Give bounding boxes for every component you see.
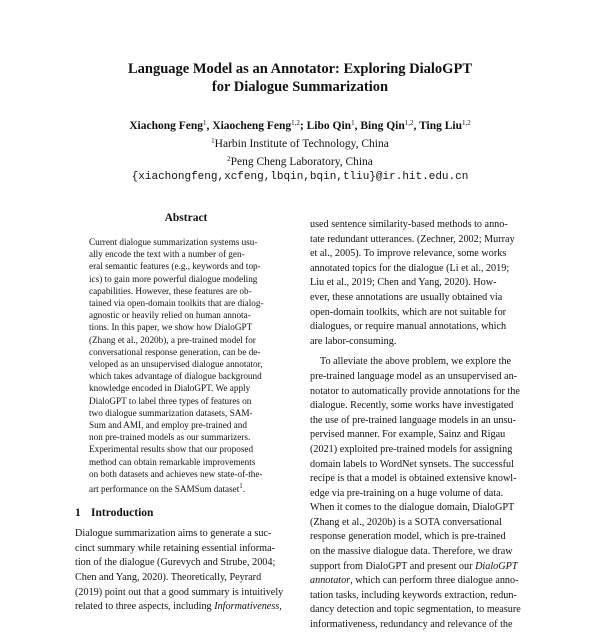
title-line-2: for Dialogue Summarization [211, 79, 389, 95]
abstract-line: art performance on the SAMSum dataset$^1$. [89, 482, 246, 495]
abstract-line: veloped as an unsupervised dialogue annotator, [89, 359, 263, 370]
introduction-body [75, 527, 297, 615]
author-affiliation-mark: 1 [351, 119, 355, 127]
body-line: ever, these annotations are usually obtained via [310, 291, 503, 303]
author-name: Bing Qin [360, 120, 405, 132]
abstract-line: (Zhang et al., 2020b), a pre-trained model for [89, 334, 256, 345]
body-line: tation tasks, including keywords extraction, redun- [310, 589, 517, 601]
body-line: informativeness, redundancy and relevance of the [310, 619, 513, 631]
author-email[interactable]: {xiachongfeng,xcfeng,lbqin,bqin,tliu}@ir.hit.edu.cn [131, 171, 469, 183]
body-line: dialogues, or require manual annotations, which [310, 321, 507, 333]
body-line: dialogue. Recently, some works have investigated [310, 400, 514, 412]
abstract-line: ics) to gain more powerful dialogue modeling [89, 273, 258, 284]
abstract-line: tained via open-domain toolkits that are dialog- [89, 298, 264, 309]
body-line-text: , which can perform three dialogue anno- [350, 575, 519, 587]
abstract-heading: Abstract [164, 212, 208, 224]
abstract-line: two dialogue summarization datasets, SAM- [89, 407, 253, 418]
body-line: Liu et al., 2019; Chen and Yang, 2020). How- [310, 277, 497, 289]
body-line: To alleviate the above problem, we explore the [320, 356, 512, 368]
author-block [0, 116, 600, 185]
left-column [75, 212, 297, 615]
section-title: Introduction [91, 507, 154, 520]
title-line-1: Language Model as an Annotator: Exploring DialoGPT [127, 61, 472, 77]
body-line [310, 574, 534, 589]
affiliation-text: Harbin Institute of Technology, China [214, 138, 389, 150]
affiliation-mark: 2 [227, 155, 231, 163]
body-line: on the massive dialogue data. Therefore, we draw [310, 546, 513, 558]
body-line: annotated topics for the dialogue (Li et al., 2019; [310, 262, 510, 274]
body-line: pervised manner. For example, Sainz and Rigau [310, 429, 506, 441]
body-line: used sentence similarity-based methods to anno- [310, 219, 508, 230]
affiliation-mark: 1 [211, 137, 215, 145]
abstract-line: method can obtain remarkable improvements [89, 456, 256, 467]
author-name: Xiachong Feng [129, 120, 204, 132]
body-line [310, 560, 534, 575]
footnote-mark[interactable]: 1 [239, 482, 243, 491]
abstract-line: tions. In this paper, we show how DialoGPT [89, 322, 253, 333]
intro-line [75, 600, 299, 615]
abstract-line: eral semantic features (e.g., keywords and top- [89, 261, 261, 272]
abstract-body [75, 236, 297, 495]
author-name: Xiaocheng Feng [212, 120, 292, 132]
right-column [310, 218, 532, 633]
abstract-line: non pre-trained models as our summarizers. [89, 432, 251, 443]
author-affiliation-mark: 1,2 [404, 119, 414, 127]
body-line: notator to automatically provide annotations for the [310, 385, 520, 397]
abstract-line: knowledge encoded in DialoGPT. We apply [89, 383, 251, 394]
author-affiliation-mark: 1 [203, 119, 207, 127]
abstract-line: on both datasets and achieves new state-of-the- [89, 468, 263, 479]
body-line: recipe is that a model is obtained extensive knowl- [310, 473, 517, 485]
body-line: are labor-consuming. [310, 335, 397, 347]
body-line: (Zhang et al., 2020b) is a SOTA conversational [310, 516, 502, 528]
intro-line-text: related to three aspects, including [75, 601, 212, 613]
abstract-line: which takes advantage of dialogue background [89, 371, 262, 382]
right-paragraph-2 [310, 355, 532, 632]
section-heading-introduction [75, 507, 297, 519]
abstract-line: agnostic or heavily relied on human annota- [89, 310, 251, 321]
body-line: open-domain toolkits, which are not suitable for [310, 306, 507, 318]
affiliation-text: Peng Cheng Laboratory, China [230, 156, 373, 168]
body-line: When it comes to the dialogue domain, DialoGPT [310, 502, 515, 514]
italic-term: annotator [310, 575, 351, 587]
abstract-line: capabilities. However, these features are ob- [89, 285, 252, 296]
body-line: edge via pre-training on a huge volume of data. [310, 487, 504, 499]
intro-line: Dialogue summarization aims to generate a suc- [75, 528, 272, 540]
intro-italic-term: Informativeness, [214, 601, 282, 613]
section-number: 1 [75, 507, 81, 520]
abstract-line-text: art performance on the SAMSum dataset [89, 484, 240, 495]
body-line: (2021) exploited pre-trained models for assigning [310, 443, 513, 455]
abstract-line: DialoGPT to label three types of features on [89, 395, 252, 406]
abstract-line: ally encode the text with a number of gen- [89, 249, 245, 260]
body-line: et al., 2005). To improve relevance, some works [310, 248, 507, 260]
body-line: pre-trained language model as an unsupervised an- [310, 370, 518, 382]
author-name: Libo Qin [306, 120, 352, 132]
body-line: domain labels to WordNet synsets. The successful [310, 458, 514, 470]
italic-term: DialoGPT [475, 560, 518, 572]
body-line: response generation model, which is pre-trained [310, 531, 506, 543]
right-paragraph-1 [310, 218, 532, 349]
abstract-line: conversational response generation, can be de- [89, 346, 261, 357]
author-name: Ting Liu [419, 120, 463, 132]
author-affiliation-mark: 1,2 [291, 119, 300, 127]
intro-line: Chen and Yang, 2020). Theoretically, Peyrard [75, 572, 262, 584]
intro-line: (2019) point out that a good summary is intuitively [75, 586, 284, 598]
affiliation-1 [0, 134, 600, 152]
intro-line: tion of the dialogue (Gurevych and Strube, 2004; [75, 557, 276, 569]
body-line: the use of pre-trained language models in an unsu- [310, 414, 516, 426]
author-affiliation-mark: 1,2 [462, 119, 471, 127]
intro-line: cinct summary while retaining essential informa- [75, 542, 276, 554]
abstract-line: Experimental results show that our proposed [89, 444, 254, 455]
paper-title [0, 60, 600, 96]
affiliation-2 [0, 152, 600, 170]
body-line: dancy detection and topic segmentation, to measure [310, 604, 521, 616]
author-list: Xiachong Feng$^1$, Xiaocheng Feng$^{1,2}$; Libo Qin$^1$, Bing Qin$^{1,2}$, Ting Liu$^{1,2}$ [129, 119, 471, 132]
abstract-line: Current dialogue summarization systems usu- [89, 237, 258, 247]
body-line-text: support from DialoGPT and present our [310, 560, 473, 572]
body-line: tate redundant utterances. (Zechner, 2002; Murray [310, 233, 515, 245]
abstract-line: Sum and AMI, and employ pre-trained and [89, 420, 247, 431]
